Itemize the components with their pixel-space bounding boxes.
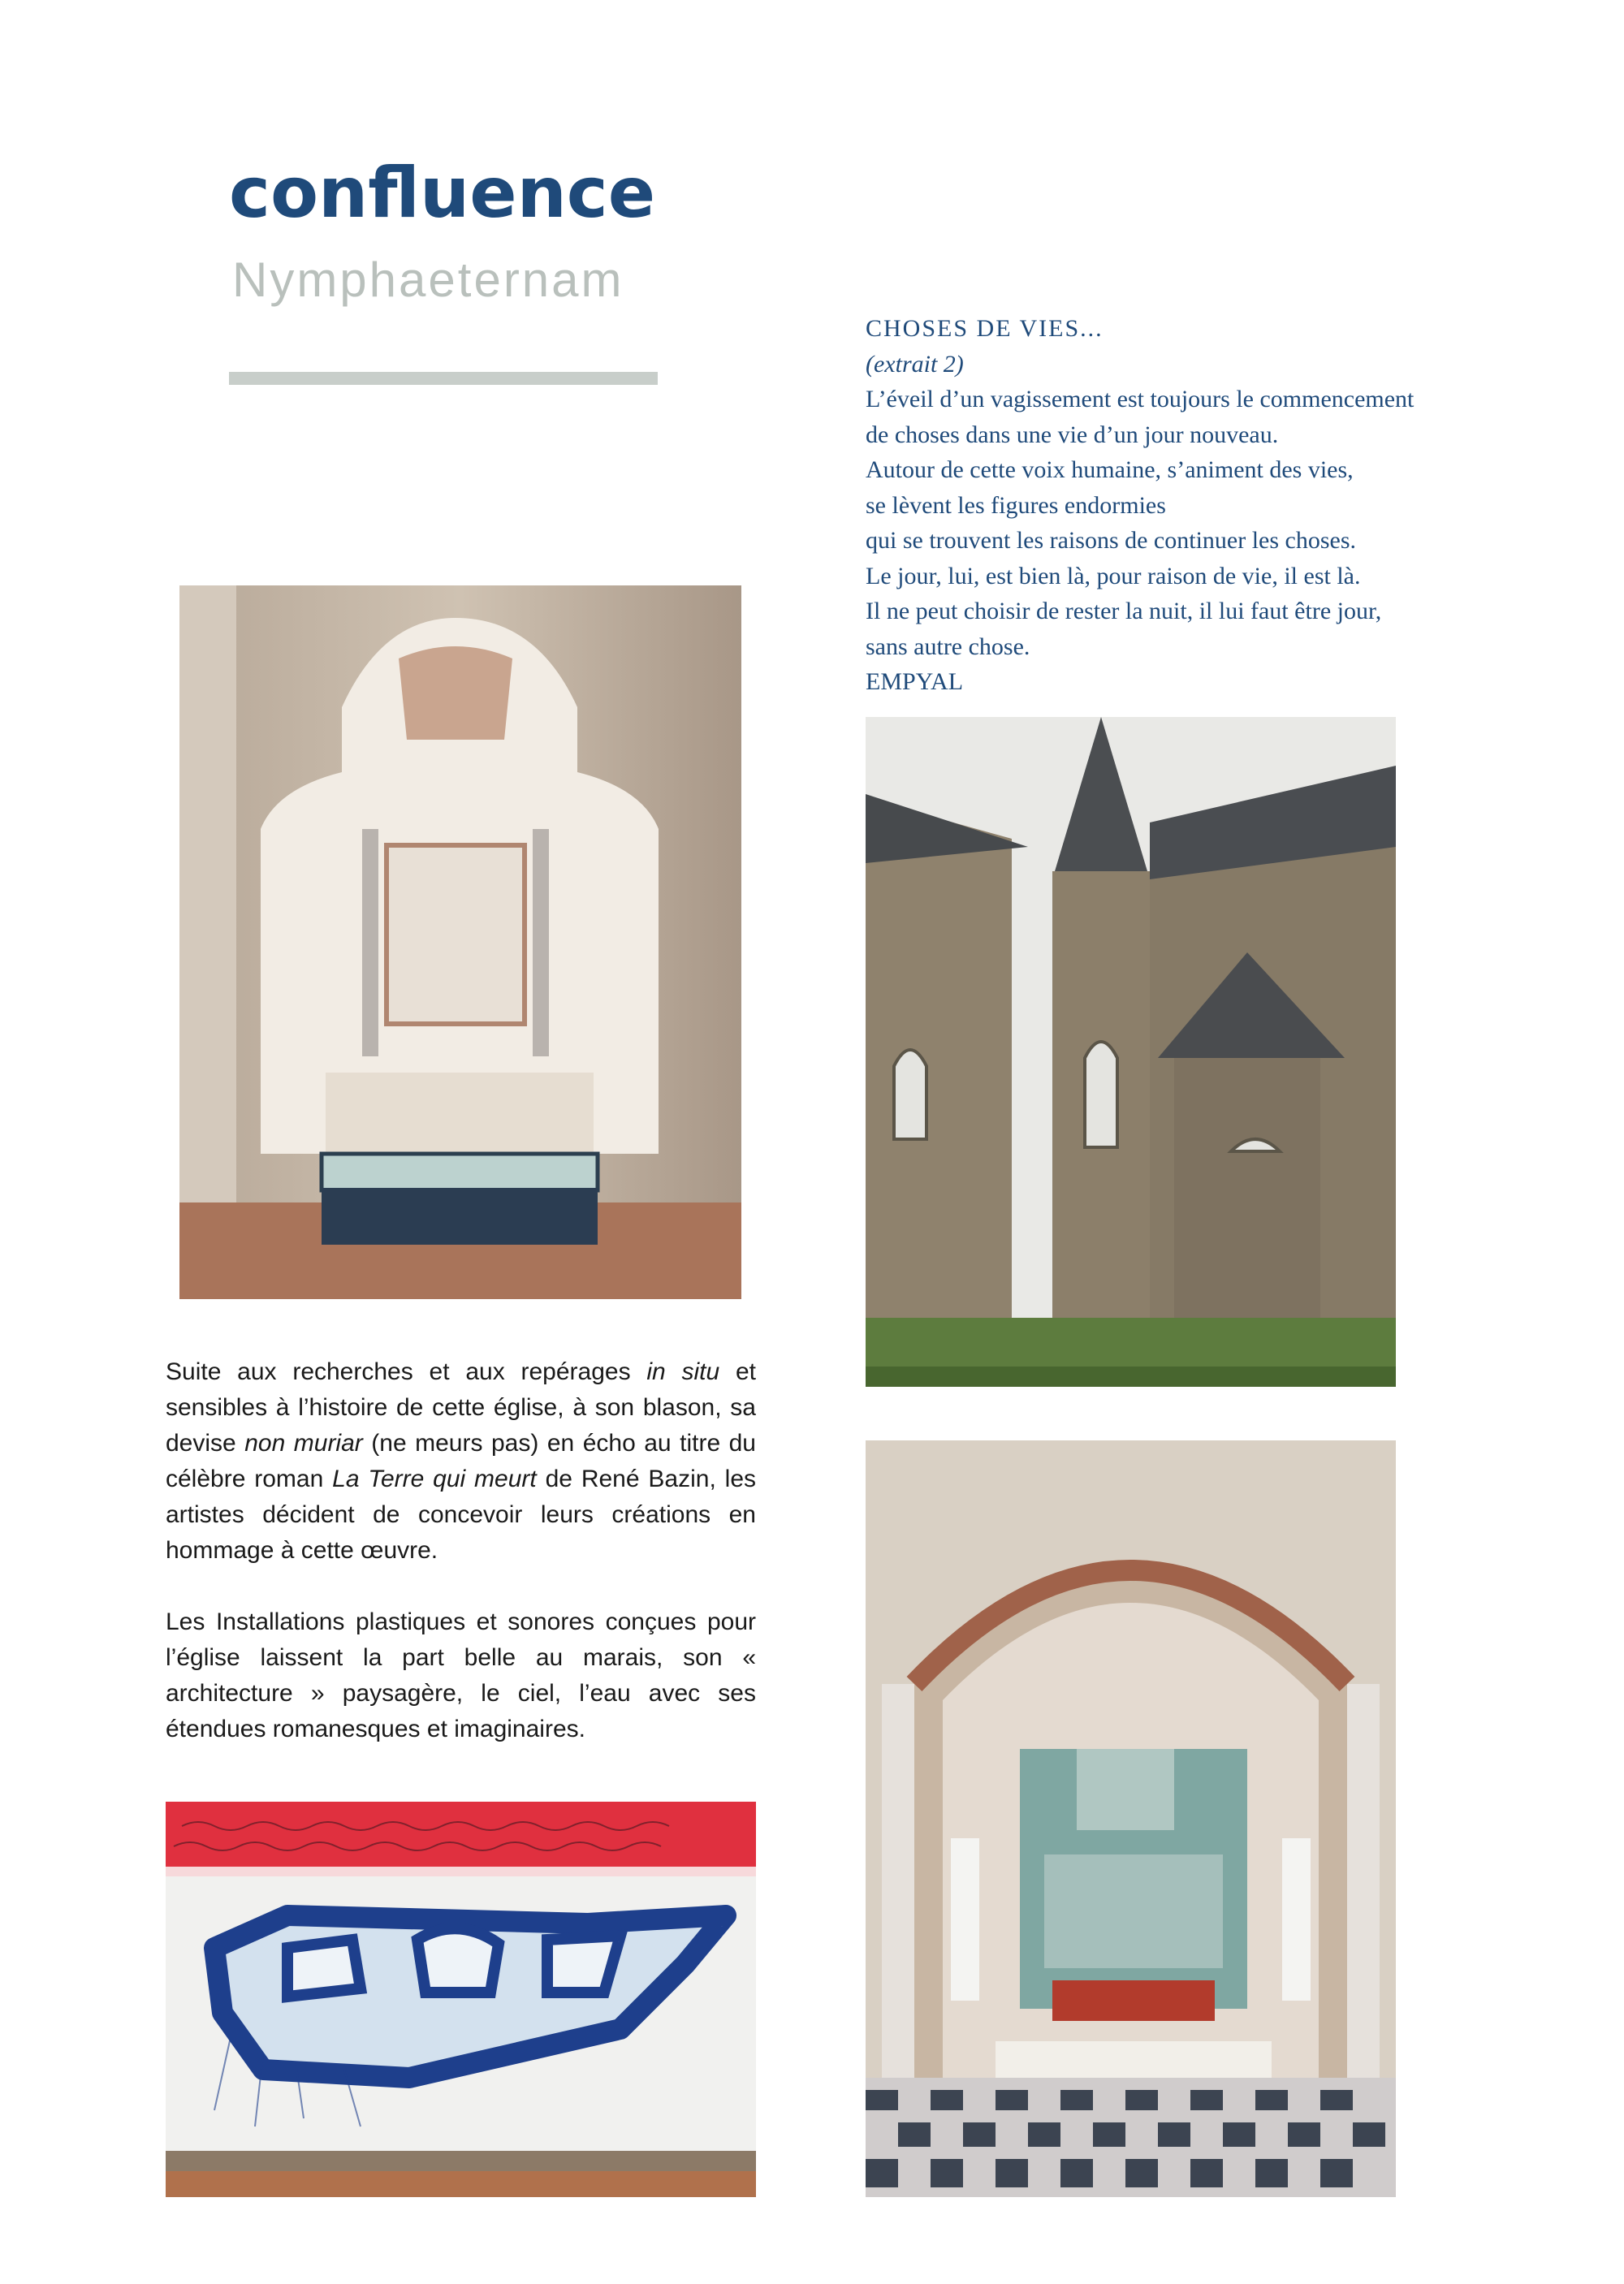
poem-line: de choses dans une vie d’un jour nouveau. (866, 421, 1279, 448)
body-text-run: (ne meurs pas) en écho au titre du célèbre roman (166, 1430, 756, 1492)
brand-title: confluence (229, 153, 656, 234)
body-text-run: de René Bazin, les artistes décident de concevoir leurs créations en hommage à cette œuvre. (166, 1466, 757, 1564)
body-text-italic: non muriar (244, 1430, 363, 1457)
poem-line: L’éveil d’un vagissement est toujours le commencement (866, 386, 1415, 412)
church-interior-photo (866, 1440, 1396, 2197)
body-paragraph-2: Les Installations plastiques et sonores conçues pour l’église laissent la part belle au marais, son « architecture » paysagère, le ciel, l’eau avec ses étendues romanesques et imaginaires. (166, 1608, 756, 1742)
boat-painting-artwork (166, 1802, 756, 2197)
church-exterior-photo (866, 717, 1396, 1387)
poem-line: sans autre chose. (866, 633, 1030, 660)
altarpiece-photo (179, 585, 741, 1299)
body-text-run: Suite aux recherches et aux repérages (166, 1358, 647, 1385)
body-text-italic: in situ (646, 1358, 720, 1385)
poem-line: qui se trouvent les raisons de continuer les choses. (866, 527, 1357, 554)
body-paragraph-1 (166, 1354, 756, 1569)
poem-author: EMPYAL (866, 668, 964, 695)
poem-title: CHOSES DE VIES... (866, 315, 1104, 342)
poem-line: Il ne peut choisir de rester la nuit, il lui faut être jour, (866, 598, 1382, 624)
brand-subtitle: Nymphaeternam (232, 253, 624, 307)
poem-line: Autour de cette voix humaine, s’animent des vies, (866, 456, 1354, 483)
header-divider (229, 372, 658, 385)
poem-line: se lèvent les figures endormies (866, 491, 1166, 519)
body-text (166, 1354, 756, 1783)
body-text-run: et sensibles à l’histoire de cette église, à son blason, sa devise (166, 1358, 756, 1457)
poem-line: Le jour, lui, est bien là, pour raison de vie, il est là. (866, 562, 1361, 589)
body-text-italic: La Terre qui meurt (332, 1466, 537, 1492)
poem-subtitle: (extrait 2) (866, 350, 964, 378)
poem-block (866, 311, 1580, 700)
